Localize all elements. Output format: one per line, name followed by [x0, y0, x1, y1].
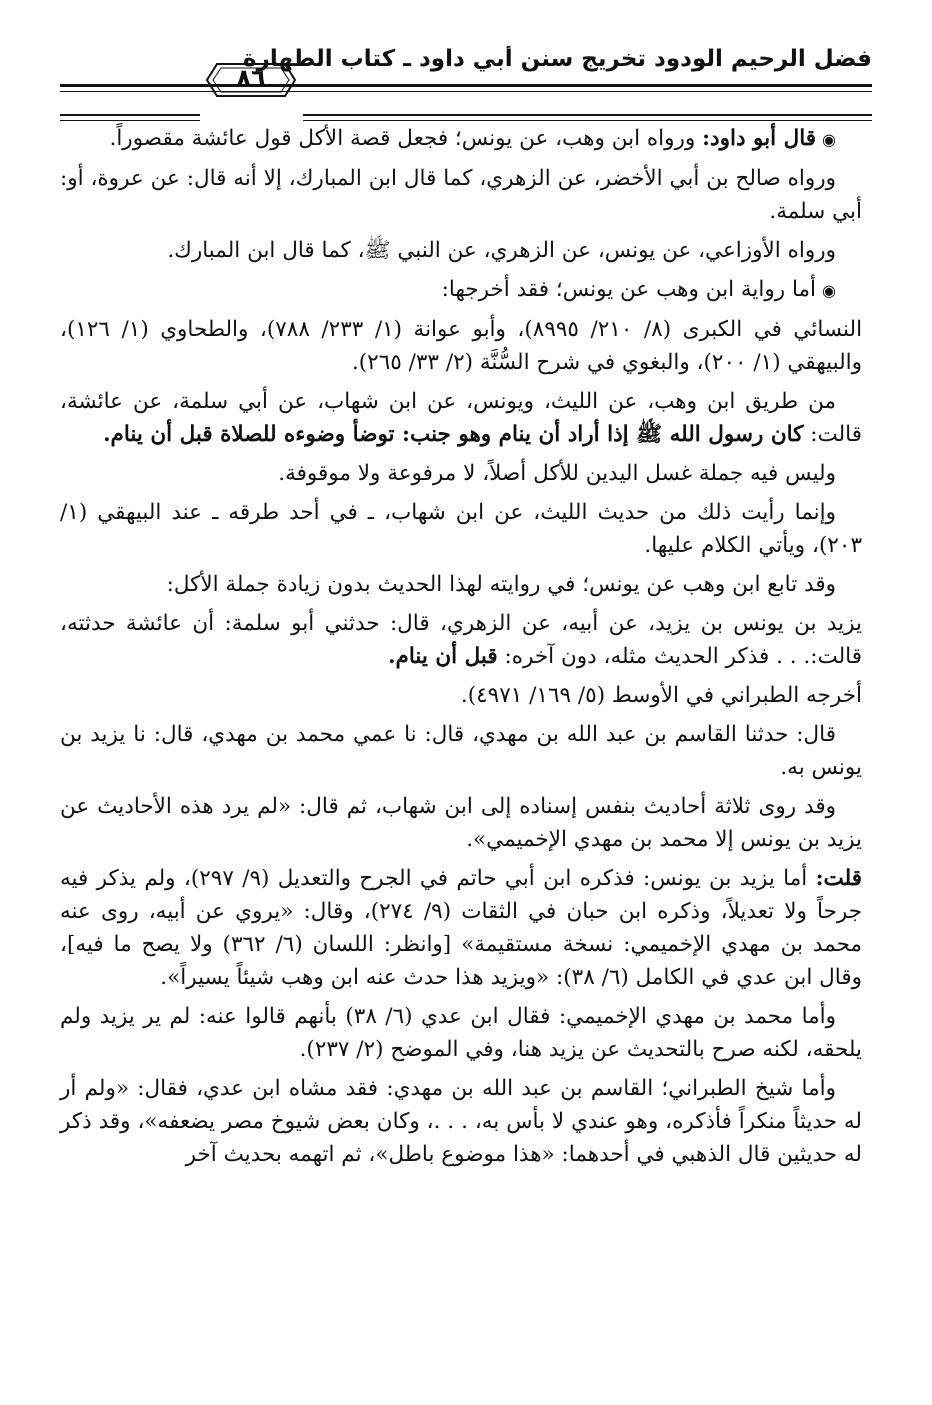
- paragraph: [60, 496, 862, 562]
- page-header: [0, 40, 932, 120]
- paragraph-text: وإنما رأيت ذلك من حديث الليث، عن ابن شهاب، ـ في أحد طرقه ـ عند البيهقي (١/ ٢٠٣)، ويأتي الكلام عليها.: [60, 500, 862, 558]
- paragraph: [60, 568, 862, 601]
- paragraph-text: النسائي في الكبرى (٨/ ٢١٠/ ٨٩٩٥)، وأبو عوانة (١/ ٢٣٣/ ٧٨٨)، والطحاوي (١/ ١٢٦)، والبيهقي (١/ ٢٠٠)، والبغوي في شرح السُّنَّة (٢/ ٣٣/ ٢٦٥).: [60, 317, 863, 375]
- paragraph: [60, 862, 862, 994]
- paragraph: [60, 457, 862, 490]
- paragraph-text: وليس فيه جملة غسل اليدين للأكل أصلاً، لا مرفوعة ولا موقوفة.: [278, 461, 836, 486]
- page-number-frame: [205, 62, 297, 98]
- paragraph: [60, 313, 862, 379]
- bullet-icon: ◉: [822, 281, 836, 300]
- paragraph: [60, 790, 862, 856]
- bold-lead: قال أبو داود:: [702, 126, 817, 151]
- paragraph-text: من طريق ابن وهب، عن الليث، ويونس، عن ابن شهاب، عن أبي سلمة، عن عائشة، قالت:: [60, 389, 862, 447]
- paragraph: [60, 718, 862, 784]
- paragraph-text: أما يزيد بن يونس: فذكره ابن أبي حاتم في الجرح والتعديل (٩/ ٢٩٧)، ولم يذكر فيه جرحاً ولا تعديلاً، وذكره ابن حبان في الثقات (٩/ ٢٧٤)، وقال: «يروي عن أبيه، روى عنه محمد بن مهدي الإخميمي: نسخة مستقيمة» [وانظر: اللسان (٦/ ٣٦٢) ولا يصح ما فيه]، وقال ابن عدي في الكامل (٦/ ٣٨): «ويزيد هذا حدث عنه ابن وهب شيئاً يسيراً».: [60, 866, 863, 990]
- paragraph: [60, 1000, 862, 1066]
- paragraph-text: وأما محمد بن مهدي الإخميمي: فقال ابن عدي (٦/ ٣٨) بأنهم قالوا عنه: لم ير يزيد ولم يلحقه، لكنه صرح بالتحديث عن يزيد هنا، وفي الموضح (٢/ ٢٣٧).: [60, 1004, 862, 1062]
- header-rule-left: [60, 114, 200, 121]
- bold-hadith-text: كان رسول الله ﷺ إذا أراد أن ينام وهو جنب: توضأ وضوءه للصلاة قبل أن ينام.: [103, 422, 804, 447]
- paragraph-text: أخرجه الطبراني في الأوسط (٥/ ١٦٩/ ٤٩٧١).: [460, 683, 862, 708]
- header-rule-right: [303, 114, 872, 121]
- running-title: فضل الرحيم الودود تخريج سنن أبي داود ـ كتاب الطهارة: [243, 46, 872, 72]
- paragraph-text: قال: حدثنا القاسم بن عبد الله بن مهدي، قال: نا عمي محمد بن مهدي، قال: نا يزيد بن يونس به.: [60, 722, 862, 780]
- body-text: [60, 122, 862, 1177]
- paragraph-text: وقد تابع ابن وهب عن يونس؛ في روايته لهذا الحديث بدون زيادة جملة الأكل:: [166, 572, 836, 597]
- paragraph: [60, 1072, 862, 1171]
- bold-hadith-text: قبل أن ينام.: [388, 644, 498, 669]
- paragraph-text: وقد روى ثلاثة أحاديث بنفس إسناده إلى ابن شهاب، ثم قال: «لم يرد هذه الأحاديث عن يزيد بن يونس إلا محمد بن مهدي الإخميمي».: [60, 794, 862, 852]
- paragraph: [60, 162, 862, 228]
- paragraph-text: ورواه صالح بن أبي الأخضر، عن الزهري، كما قال ابن المبارك، إلا أنه قال: عن عروة، أو: أبي سلمة.: [60, 166, 862, 224]
- paragraph: [60, 122, 862, 156]
- paragraph-text: ورواه الأوزاعي، عن يونس، عن الزهري، عن النبي ﷺ، كما قال ابن المبارك.: [167, 238, 836, 263]
- header-rule: [60, 84, 872, 92]
- paragraph: [60, 273, 862, 307]
- paragraph-text: ورواه ابن وهب، عن يونس؛ فجعل قصة الأكل قول عائشة مقصوراً.: [109, 126, 703, 151]
- paragraph: [60, 385, 862, 451]
- paragraph-text: يزيد بن يونس بن يزيد، عن أبيه، عن الزهري، قال: حدثني أبو سلمة: أن عائشة حدثته، قالت:. . . فذكر الحديث مثله، دون آخره:: [60, 611, 862, 669]
- paragraph-text: أما رواية ابن وهب عن يونس؛ فقد أخرجها:: [441, 277, 817, 302]
- bullet-icon: ◉: [822, 130, 836, 149]
- bold-lead: قلت:: [815, 866, 863, 891]
- paragraph: [60, 607, 862, 673]
- paragraph: [60, 679, 862, 712]
- paragraph: [60, 234, 862, 267]
- page-number: ٨٦: [236, 64, 266, 92]
- paragraph-text: وأما شيخ الطبراني؛ القاسم بن عبد الله بن مهدي: فقد مشاه ابن عدي، فقال: «ولم أر له حديثاً منكراً فأذكره، وهو عندي لا بأس به، . . .، وكان بعض شيوخ مصر يضعفه»، وقد ذكر له حديثين قال الذهبي في أحدهما: «هذا موضوع باطل»، ثم اتهمه بحديث آخر: [60, 1076, 862, 1167]
